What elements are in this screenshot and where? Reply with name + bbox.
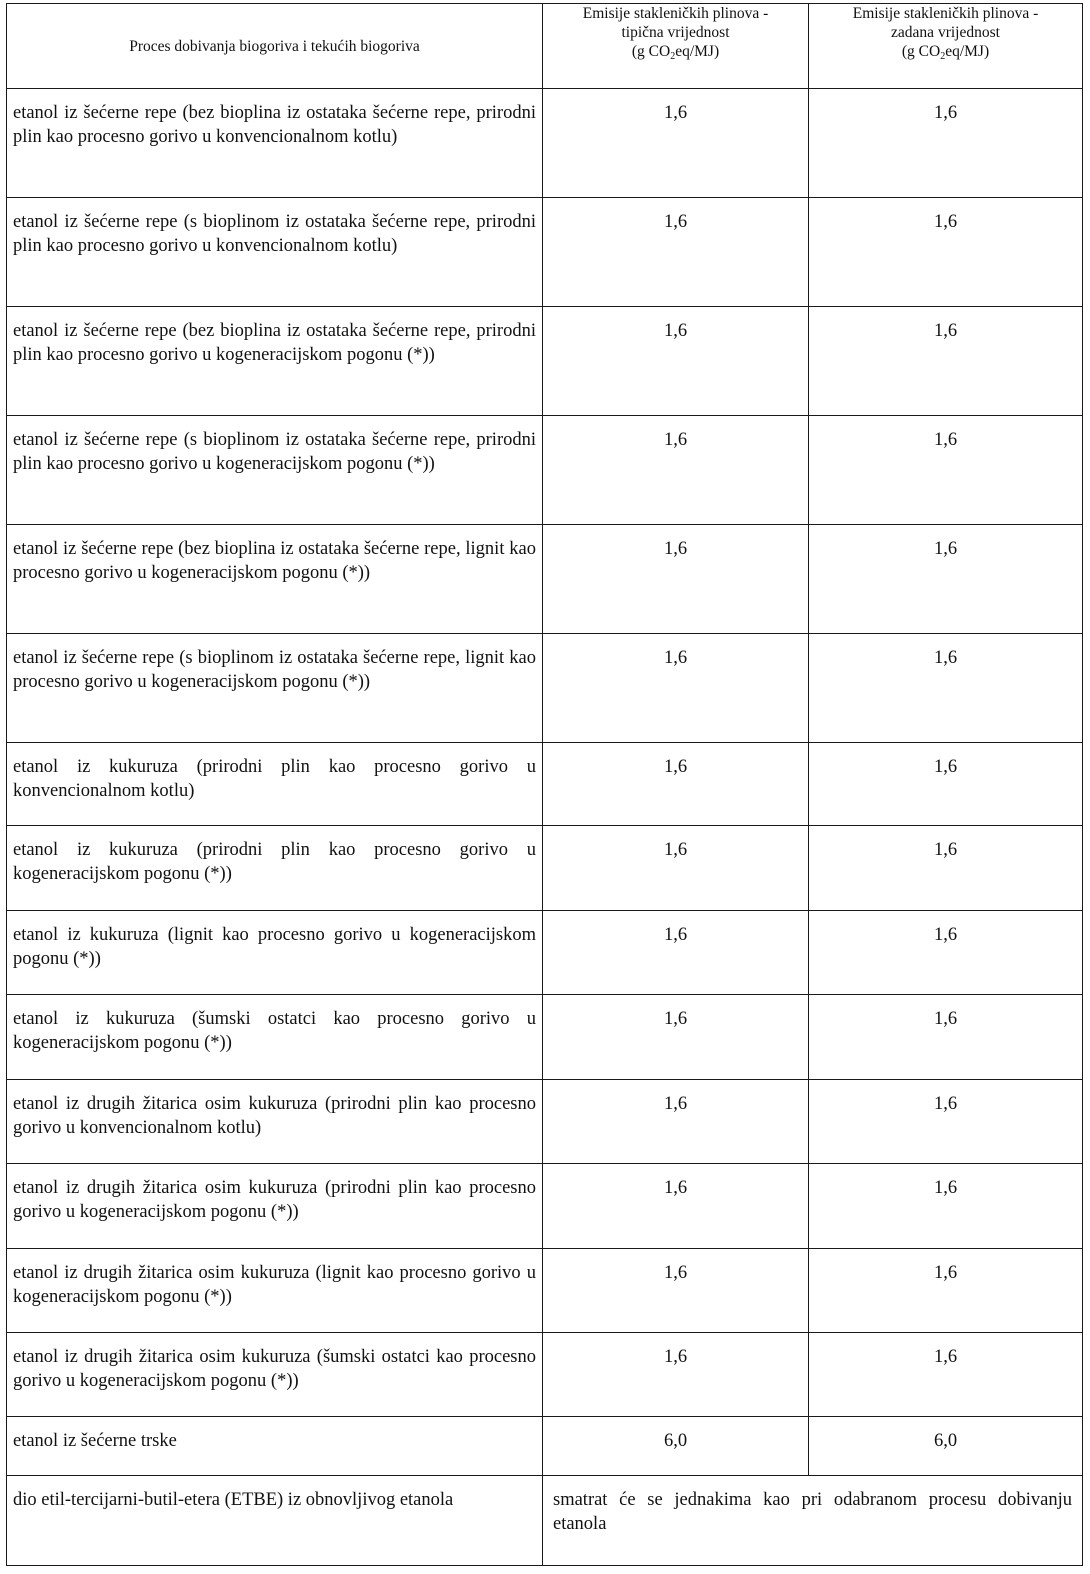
- row-default-value: 1,6: [809, 995, 1083, 1080]
- header-typical-line1: Emisije stakleničkih plinova -: [582, 5, 769, 22]
- row-process: etanol iz drugih žitarica osim kukuruza (lignit kao procesno gorivo u kogeneracijskom pogonu (*)): [7, 1249, 543, 1333]
- table-row: [7, 307, 1083, 416]
- row-default-value: 1,6: [809, 826, 1083, 911]
- etbe-process: dio etil-tercijarni-butil-etera (ETBE) iz obnovljivog etanola: [7, 1476, 543, 1566]
- row-process: etanol iz drugih žitarica osim kukuruza (prirodni plin kao procesno gorivo u kogeneracijskom pogonu (*)): [7, 1164, 543, 1249]
- row-process: etanol iz kukuruza (šumski ostatci kao procesno gorivo u kogeneracijskom pogonu (*)): [7, 995, 543, 1080]
- row-default-value: 1,6: [809, 1164, 1083, 1249]
- row-process: etanol iz drugih žitarica osim kukuruza (šumski ostatci kao procesno gorivo u kogeneracijskom pogonu (*)): [7, 1333, 543, 1417]
- table-row: [7, 198, 1083, 307]
- row-default-value: 1,6: [809, 89, 1083, 198]
- table-row: [7, 416, 1083, 525]
- row-default-value: 1,6: [809, 1080, 1083, 1164]
- row-default-value: 1,6: [809, 1333, 1083, 1417]
- row-process: etanol iz kukuruza (prirodni plin kao procesno gorivo u kogeneracijskom pogonu (*)): [7, 826, 543, 911]
- table-row: [7, 634, 1083, 743]
- table-row: [7, 911, 1083, 995]
- row-process: etanol iz šećerne repe (bez bioplina iz ostataka šećerne repe, lignit kao procesno gorivo u kogeneracijskom pogonu (*)): [7, 525, 543, 634]
- header-process: [7, 4, 543, 89]
- header-default-unit: (g $CO_2eq/MJ$): [901, 43, 990, 62]
- row-process: etanol iz drugih žitarica osim kukuruza (prirodni plin kao procesno gorivo u konvencionalnom kotlu): [7, 1080, 543, 1164]
- header-typical: [543, 4, 809, 89]
- table-row: [7, 525, 1083, 634]
- row-process: etanol iz kukuruza (prirodni plin kao procesno gorivo u konvencionalnom kotlu): [7, 743, 543, 826]
- row-process: etanol iz šećerne repe (bez bioplina iz ostataka šećerne repe, prirodni plin kao procesno gorivo u kogeneracijskom pogonu (*)): [7, 307, 543, 416]
- header-typical-line2: tipična vrijednost: [621, 24, 730, 41]
- row-typical-value: 1,6: [543, 307, 809, 416]
- table-row: [7, 1249, 1083, 1333]
- row-typical-value: 1,6: [543, 1164, 809, 1249]
- row-typical-value: 1,6: [543, 743, 809, 826]
- row-process: etanol iz šećerne trske: [7, 1417, 543, 1476]
- row-typical-value: 1,6: [543, 198, 809, 307]
- row-default-value: 1,6: [809, 525, 1083, 634]
- row-default-value: 1,6: [809, 634, 1083, 743]
- header-process-label: Proces dobivanja biogoriva i tekućih biogoriva: [129, 37, 420, 55]
- row-typical-value: 1,6: [543, 416, 809, 525]
- table-row: [7, 995, 1083, 1080]
- table-row: [7, 1417, 1083, 1476]
- row-typical-value: 1,6: [543, 911, 809, 995]
- row-process: etanol iz kukuruza (lignit kao procesno gorivo u kogeneracijskom pogonu (*)): [7, 911, 543, 995]
- row-typical-value: 1,6: [543, 1080, 809, 1164]
- row-process: etanol iz šećerne repe (s bioplinom iz ostataka šećerne repe, prirodni plin kao procesno gorivo u konvencionalnom kotlu): [7, 198, 543, 307]
- header-default: [809, 4, 1083, 89]
- row-typical-value: 1,6: [543, 826, 809, 911]
- row-typical-value: 1,6: [543, 89, 809, 198]
- row-typical-value: 6,0: [543, 1417, 809, 1476]
- row-typical-value: 1,6: [543, 525, 809, 634]
- etbe-note: smatrat će se jednakima kao pri odabranom procesu dobivanju etanola: [543, 1476, 1083, 1566]
- table-body: [7, 89, 1083, 1566]
- row-default-value: 1,6: [809, 198, 1083, 307]
- table-row: [7, 1080, 1083, 1164]
- header-default-line1: Emisije stakleničkih plinova -: [852, 5, 1039, 22]
- emissions-table: [6, 3, 1083, 1566]
- row-default-value: 6,0: [809, 1417, 1083, 1476]
- table-row: [7, 89, 1083, 198]
- header-default-line2: zadana vrijednost: [891, 24, 1000, 41]
- row-typical-value: 1,6: [543, 995, 809, 1080]
- table-row: [7, 743, 1083, 826]
- row-typical-value: 1,6: [543, 1333, 809, 1417]
- table-row: [7, 826, 1083, 911]
- table-header-row: [7, 4, 1083, 89]
- row-default-value: 1,6: [809, 416, 1083, 525]
- row-process: etanol iz šećerne repe (s bioplinom iz ostataka šećerne repe, prirodni plin kao procesno gorivo u kogeneracijskom pogonu (*)): [7, 416, 543, 525]
- row-default-value: 1,6: [809, 307, 1083, 416]
- table-row: [7, 1333, 1083, 1417]
- row-default-value: 1,6: [809, 743, 1083, 826]
- row-process: etanol iz šećerne repe (s bioplinom iz ostataka šećerne repe, lignit kao procesno gorivo u kogeneracijskom pogonu (*)): [7, 634, 543, 743]
- row-process: etanol iz šećerne repe (bez bioplina iz ostataka šećerne repe, prirodni plin kao procesno gorivo u konvencionalnom kotlu): [7, 89, 543, 198]
- etbe-row: [7, 1476, 1083, 1566]
- row-typical-value: 1,6: [543, 1249, 809, 1333]
- header-typical-unit: (g $CO_2eq/MJ$): [631, 43, 720, 62]
- row-default-value: 1,6: [809, 911, 1083, 995]
- row-typical-value: 1,6: [543, 634, 809, 743]
- table-row: [7, 1164, 1083, 1249]
- row-default-value: 1,6: [809, 1249, 1083, 1333]
